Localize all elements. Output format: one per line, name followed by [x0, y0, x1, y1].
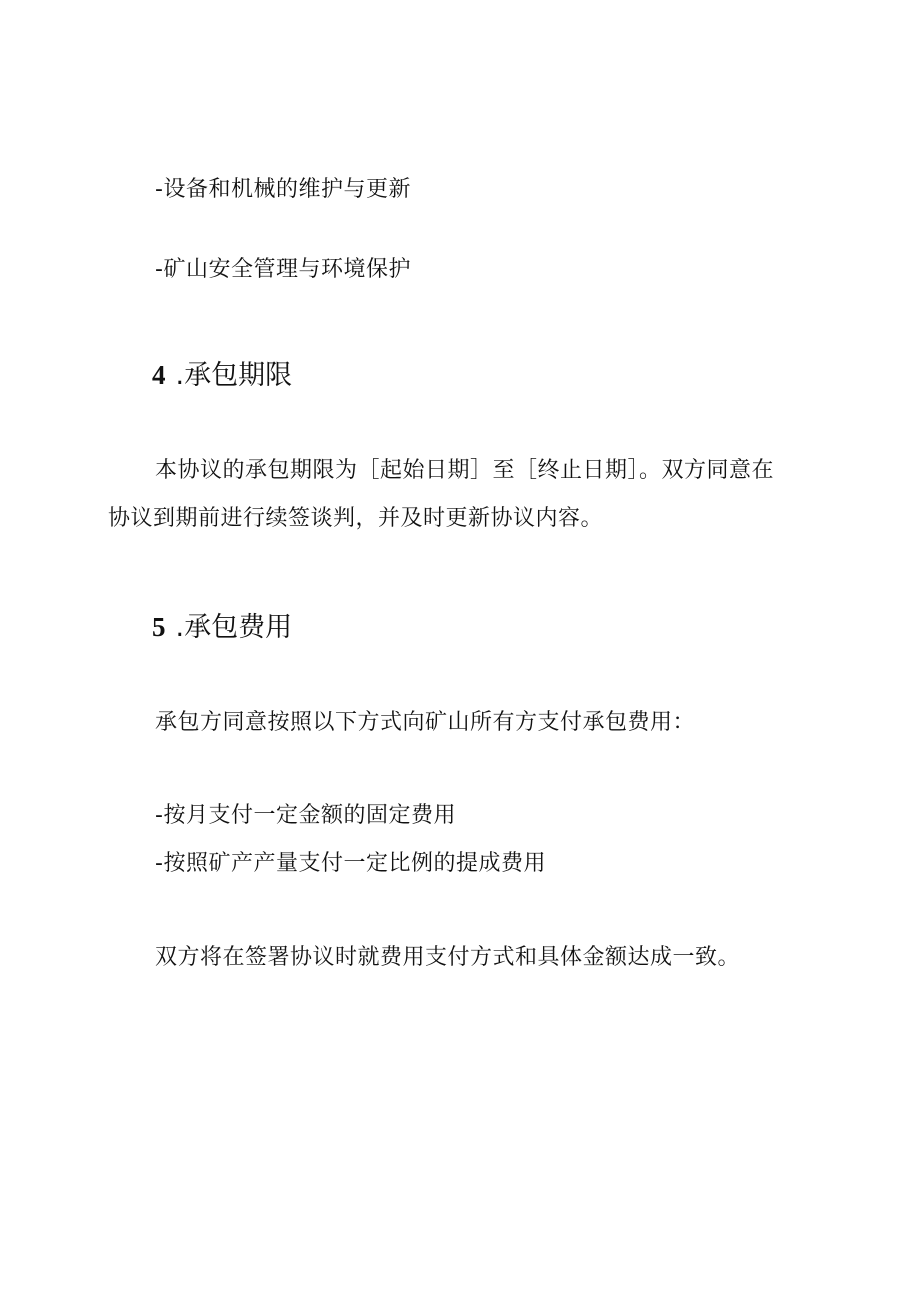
list-item-safety-environment: -矿山安全管理与环境保护: [155, 257, 411, 282]
section-5-number: 5: [152, 612, 166, 642]
section-5-closing: 双方将在签署协议时就费用支付方式和具体金额达成一致。: [155, 945, 741, 970]
section-4-paragraph-line-1: 本协议的承包期限为［起始日期］至［终止日期］。双方同意在: [155, 458, 775, 483]
section-5-title: .承包费用: [175, 612, 293, 643]
section-4-heading: [152, 358, 292, 393]
section-5-intro: 承包方同意按照以下方式向矿山所有方支付承包费用：: [155, 710, 696, 735]
section-4-paragraph-line-2: 协议到期前进行续签谈判，并及时更新协议内容。: [108, 506, 604, 531]
list-item-equipment-maintenance: -设备和机械的维护与更新: [155, 177, 411, 202]
section-5-heading: [152, 610, 292, 645]
section-4-number: 4: [152, 360, 166, 390]
section-4-title: .承包期限: [175, 360, 293, 391]
fee-item-monthly-fixed: -按月支付一定金额的固定费用: [155, 803, 456, 828]
fee-item-production-commission: -按照矿产产量支付一定比例的提成费用: [155, 851, 546, 876]
